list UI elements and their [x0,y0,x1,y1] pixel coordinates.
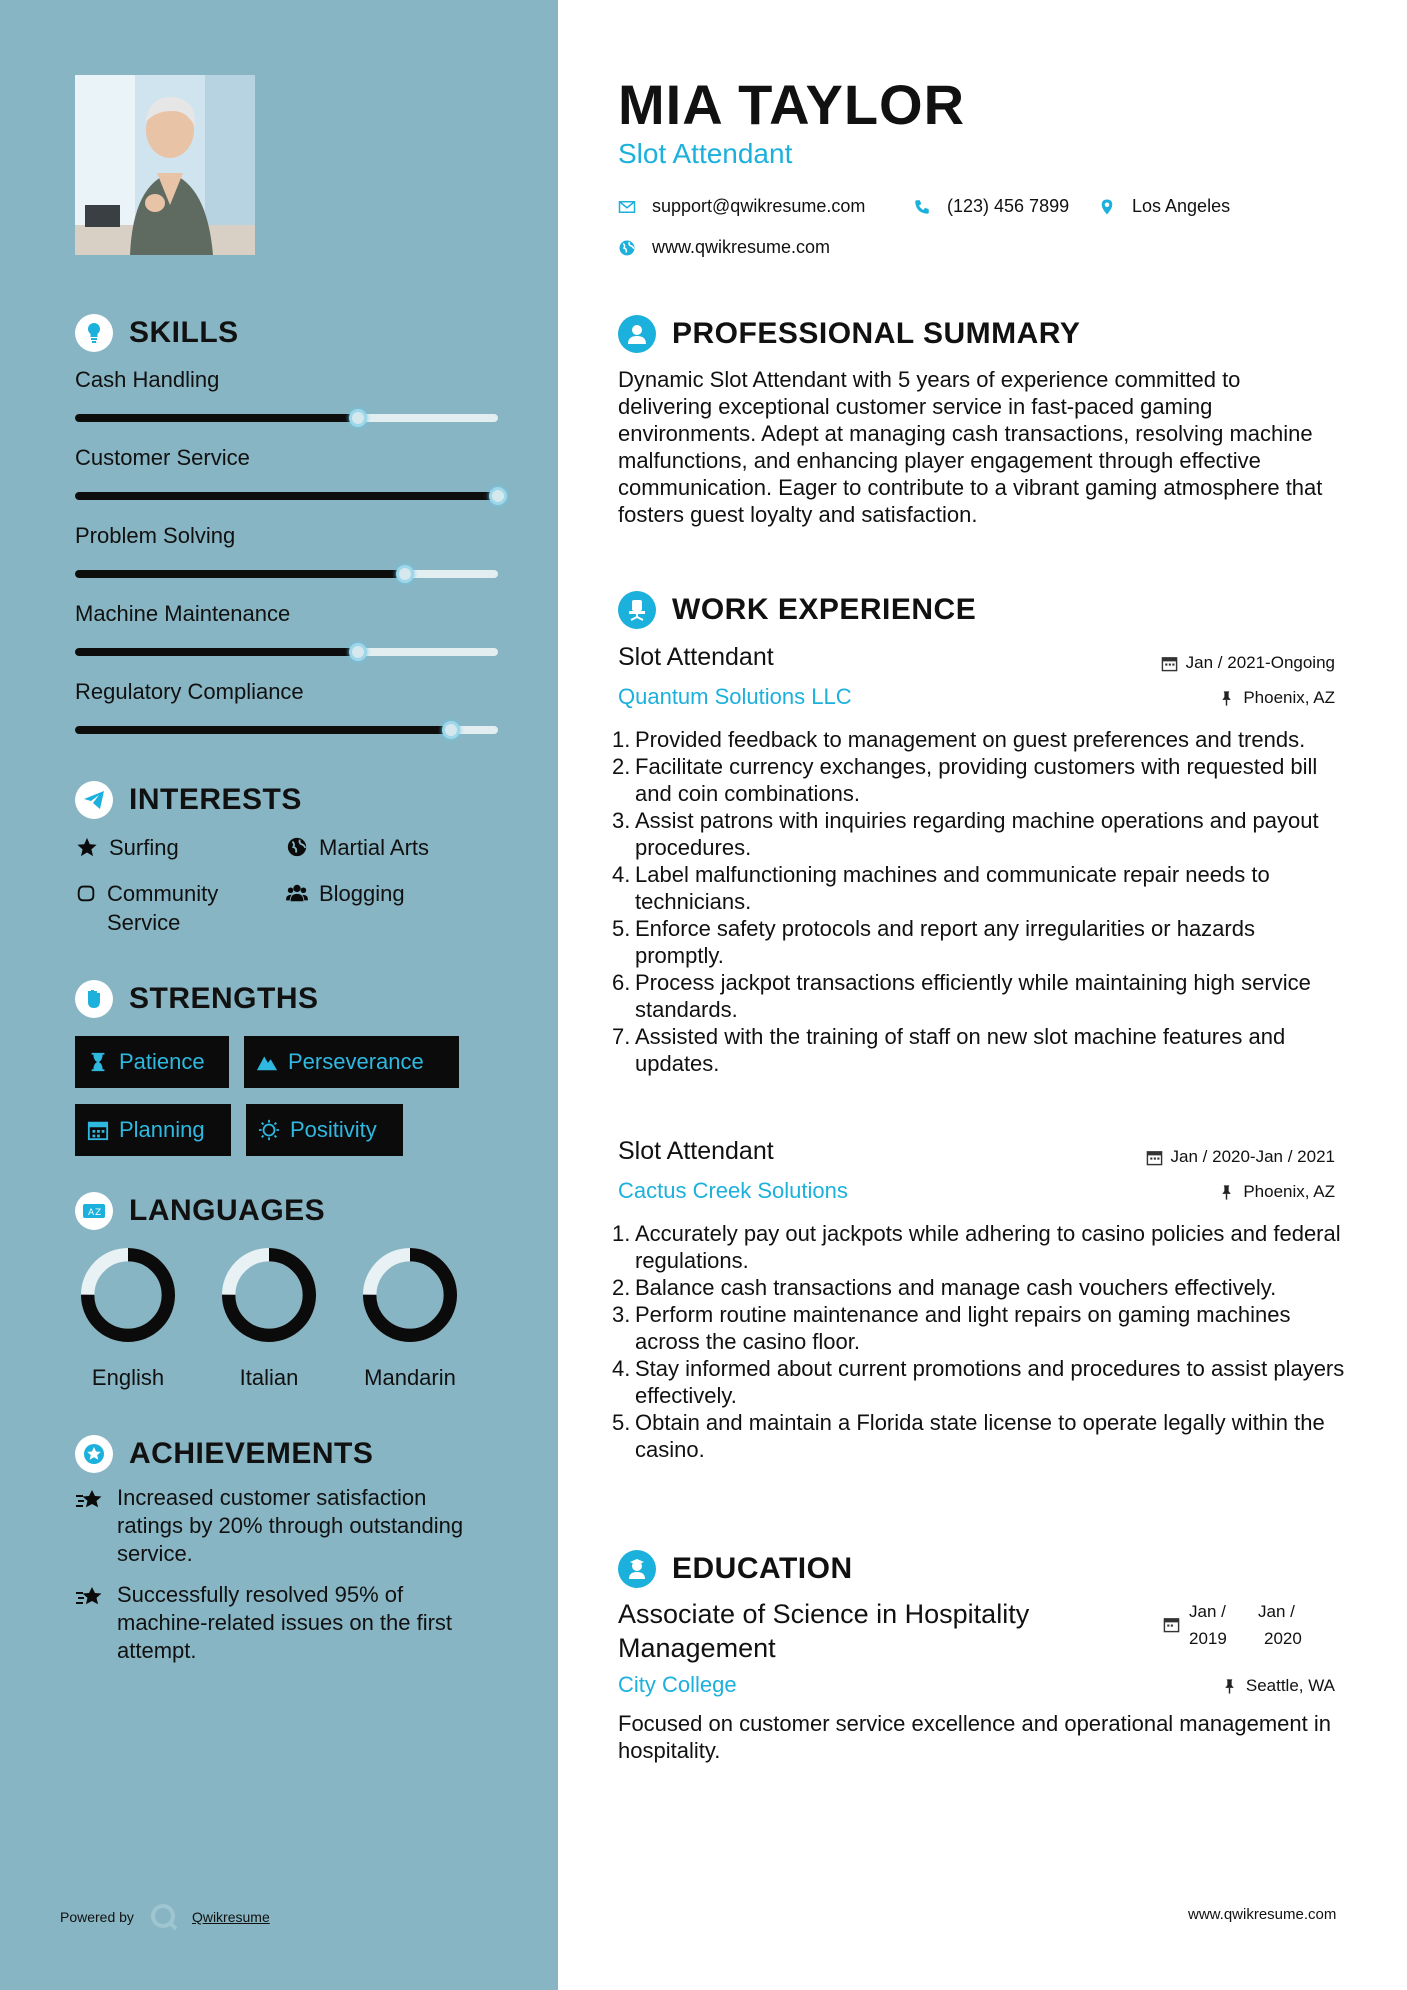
email-text: support@qwikresume.com [652,196,866,216]
duty-number: 5. [612,916,631,941]
duty-item [612,807,1347,861]
mountain-icon [256,1051,278,1073]
duty-number: 5. [612,1410,631,1435]
strength-tag [244,1036,459,1088]
website-text: www.qwikresume.com [652,237,831,257]
skills-title: SKILLS [129,316,239,349]
strength-label: Patience [119,1049,205,1074]
office-chair-icon [618,591,656,629]
phone-icon [913,198,931,216]
education-end-date [1258,1598,1338,1652]
pushpin-icon [1218,690,1235,707]
interests-title: INTERESTS [129,783,302,816]
strength-tag [75,1104,231,1156]
skill-bar [75,414,498,422]
skill-label: Machine Maintenance [75,601,291,626]
experience-title: WORK EXPERIENCE [672,593,977,626]
email-contact[interactable] [618,196,865,217]
education-start-line1: Jan / [1189,1602,1226,1621]
company-name: Cactus Creek Solutions [618,1178,848,1203]
duty-text: Provided feedback to management on guest preferences and trends. [635,727,1306,752]
strength-label: Planning [119,1117,205,1142]
duty-number: 4. [612,862,631,887]
achievement-text: Successfully resolved 95% of machine-related issues on the first attempt. [117,1582,453,1663]
star-icon [75,833,99,858]
duty-item [612,726,1347,753]
calendar-icon [87,1119,109,1141]
job-location [1000,688,1335,708]
sun-icon [258,1119,280,1141]
education-end-line1: Jan / [1258,1602,1295,1621]
job-title: Slot Attendant [618,643,774,671]
strength-label: Positivity [290,1117,377,1142]
duty-item [612,915,1347,969]
school-name: City College [618,1672,737,1697]
duty-text: Enforce safety protocols and report any irregularities or hazards promptly. [635,916,1255,968]
interest-item [285,833,429,862]
calendar-icon [1146,1149,1163,1166]
interest-item [75,879,255,937]
experience-heading [618,591,976,629]
skill-label: Regulatory Compliance [75,679,304,704]
job-location-text: Phoenix, AZ [1243,688,1335,707]
duty-item [612,1301,1347,1355]
calendar-icon [1161,655,1178,672]
location-contact [1098,196,1230,217]
duty-number: 3. [612,808,631,833]
strengths-title: STRENGTHS [129,982,319,1015]
phone-text: (123) 456 7899 [947,196,1070,216]
fist-icon [75,980,113,1018]
education-start-date [1163,1598,1233,1652]
duty-text: Assisted with the training of staff on new slot machine features and updates. [635,1024,1286,1076]
skill-bar-knob [442,721,460,739]
education-description: Focused on customer service excellence and operational management in hospitality. [618,1711,1331,1763]
education-location [1000,1676,1335,1696]
pushpin-icon [1218,1184,1235,1201]
skill-label: Cash Handling [75,367,220,392]
skill-bar-knob [349,643,367,661]
user-icon [618,315,656,353]
job-location-text: Phoenix, AZ [1243,1182,1335,1201]
skill-bar [75,648,498,656]
interest-label: Blogging [319,881,405,906]
skill-bar-fill [75,414,358,422]
envelope-icon [618,198,636,216]
skill-label: Problem Solving [75,523,236,548]
duty-item [612,1023,1347,1077]
achievement-item [75,1484,495,1568]
lightbulb-icon [75,314,113,352]
powered-by-label: Powered by [60,1909,134,1925]
interest-label: Martial Arts [319,835,430,860]
achievement-text: Increased customer satisfaction ratings by 20% through outstanding service. [117,1485,464,1566]
strength-label: Perseverance [288,1049,424,1074]
skill-bar-fill [75,570,405,578]
skill-bar-knob [396,565,414,583]
phone-contact[interactable] [913,196,1069,217]
language-ring [80,1247,176,1343]
language-item [345,1247,475,1391]
skill-bar-fill [75,648,358,656]
summary-heading [618,315,1080,353]
job-dates-text: Jan / 2021-Ongoing [1185,653,1335,672]
job-duties [612,726,1347,1077]
duty-number: 2. [612,1275,631,1300]
duty-number: 7. [612,1024,631,1049]
education-heading [618,1550,853,1588]
summary-text: Dynamic Slot Attendant with 5 years of experience committed to delivering exceptional customer service in fast-paced gaming environments. Adept at managing cash transactions, resolving machine malfunctions, and enhancing player engagement through effective communication. Eager to contribute to a vibrant gaming atmosphere that fosters guest loyalty and satisfaction. [618,367,1323,527]
duty-number: 1. [612,1221,631,1246]
degree-title: Associate of Science in Hospitality Management [618,1599,1030,1663]
duty-item [612,861,1347,915]
star-badge-icon [75,1435,113,1473]
education-end-line2: 2020 [1264,1629,1302,1648]
interests-heading [75,781,302,819]
skill-bar-knob [489,487,507,505]
languages-title: LANGUAGES [129,1194,326,1227]
skill-bar-knob [349,409,367,427]
duty-text: Assist patrons with inquiries regarding machine operations and payout procedures. [635,808,1319,860]
hourglass-icon [87,1051,109,1073]
interest-item [75,833,179,862]
skill-bar [75,726,498,734]
duty-text: Process jackpot transactions efficiently while maintaining high service standards. [635,970,1311,1022]
powered-by [60,1903,270,1931]
profile-photo [75,75,255,255]
achievements-heading [75,1435,373,1473]
duty-number: 6. [612,970,631,995]
svg-text:Z: Z [95,1208,102,1218]
skill-bar [75,492,498,500]
calendar-icon [1163,1616,1180,1633]
duty-item [612,1355,1347,1409]
duty-text: Stay informed about current promotions and procedures to assist players effectively. [635,1356,1345,1408]
candidate-name: MIA TAYLOR [618,73,966,136]
strength-tag [246,1104,403,1156]
duty-number: 4. [612,1356,631,1381]
languages-heading [75,1192,325,1230]
job-dates-text: Jan / 2020-Jan / 2021 [1170,1147,1335,1166]
skills-heading [75,314,239,352]
duty-text: Accurately pay out jackpots while adhering to casino policies and federal regulations. [635,1221,1341,1273]
duty-text: Obtain and maintain a Florida state license to operate legally within the casino. [635,1410,1325,1462]
education-location-text: Seattle, WA [1245,1676,1335,1695]
language-item [204,1247,334,1391]
candidate-role: Slot Attendant [618,138,793,169]
duty-number: 3. [612,1302,631,1327]
svg-text:A: A [88,1208,95,1218]
qwikresume-link[interactable]: Qwikresume [191,1909,270,1925]
website-contact[interactable] [618,237,830,258]
paper-plane-icon [75,781,113,819]
trophy-star-icon [75,1484,105,1519]
map-pin-icon [1098,198,1116,216]
language-ring [221,1247,317,1343]
summary-title: PROFESSIONAL SUMMARY [672,317,1081,350]
duty-text: Perform routine maintenance and light repairs on gaming machines across the casino floor. [635,1302,1291,1354]
achievements-title: ACHIEVEMENTS [129,1437,374,1470]
globe-icon [285,833,309,858]
duty-item [612,1274,1347,1301]
qwikresume-logo-icon [150,1903,178,1931]
language-label: English [91,1365,165,1390]
duty-number: 2. [612,754,631,779]
language-item [63,1247,193,1391]
duty-number: 1. [612,727,631,752]
interest-label: Community Service [107,881,219,935]
footer-url[interactable]: www.qwikresume.com [1188,1906,1337,1923]
duty-text: Facilitate currency exchanges, providing customers with requested bill and coin combinations. [635,754,1318,806]
skill-bar [75,570,498,578]
education-start-line2: 2019 [1189,1629,1227,1648]
duty-text: Label malfunctioning machines and communicate repair needs to technicians. [635,862,1270,914]
language-ring [362,1247,458,1343]
users-icon [285,879,309,904]
job-dates [1000,1147,1335,1167]
duty-item [612,1220,1347,1274]
hand-icon [75,879,97,904]
duty-text: Balance cash transactions and manage cash vouchers effectively. [635,1275,1277,1300]
job-dates [1000,653,1335,673]
education-title: EDUCATION [672,1552,853,1585]
company-name: Quantum Solutions LLC [618,684,852,709]
interest-label: Surfing [109,835,179,860]
job-location [1000,1182,1335,1202]
pushpin-icon [1221,1678,1238,1695]
skill-bar-fill [75,492,498,500]
trophy-star-icon [75,1581,105,1616]
duty-item [612,1409,1347,1463]
translate-icon [75,1192,113,1230]
globe-icon [618,239,636,257]
job-title: Slot Attendant [618,1137,774,1165]
language-label: Mandarin [364,1365,456,1390]
strengths-heading [75,980,319,1018]
job-duties [612,1220,1347,1463]
duty-item [612,753,1347,807]
achievement-item [75,1581,495,1665]
skill-label: Customer Service [75,445,250,470]
language-label: Italian [239,1365,299,1390]
skill-bar-fill [75,726,451,734]
sidebar [0,0,558,1990]
duty-item [612,969,1347,1023]
interest-item [285,879,405,908]
strength-tag [75,1036,229,1088]
graduate-icon [618,1550,656,1588]
location-text: Los Angeles [1132,196,1231,216]
